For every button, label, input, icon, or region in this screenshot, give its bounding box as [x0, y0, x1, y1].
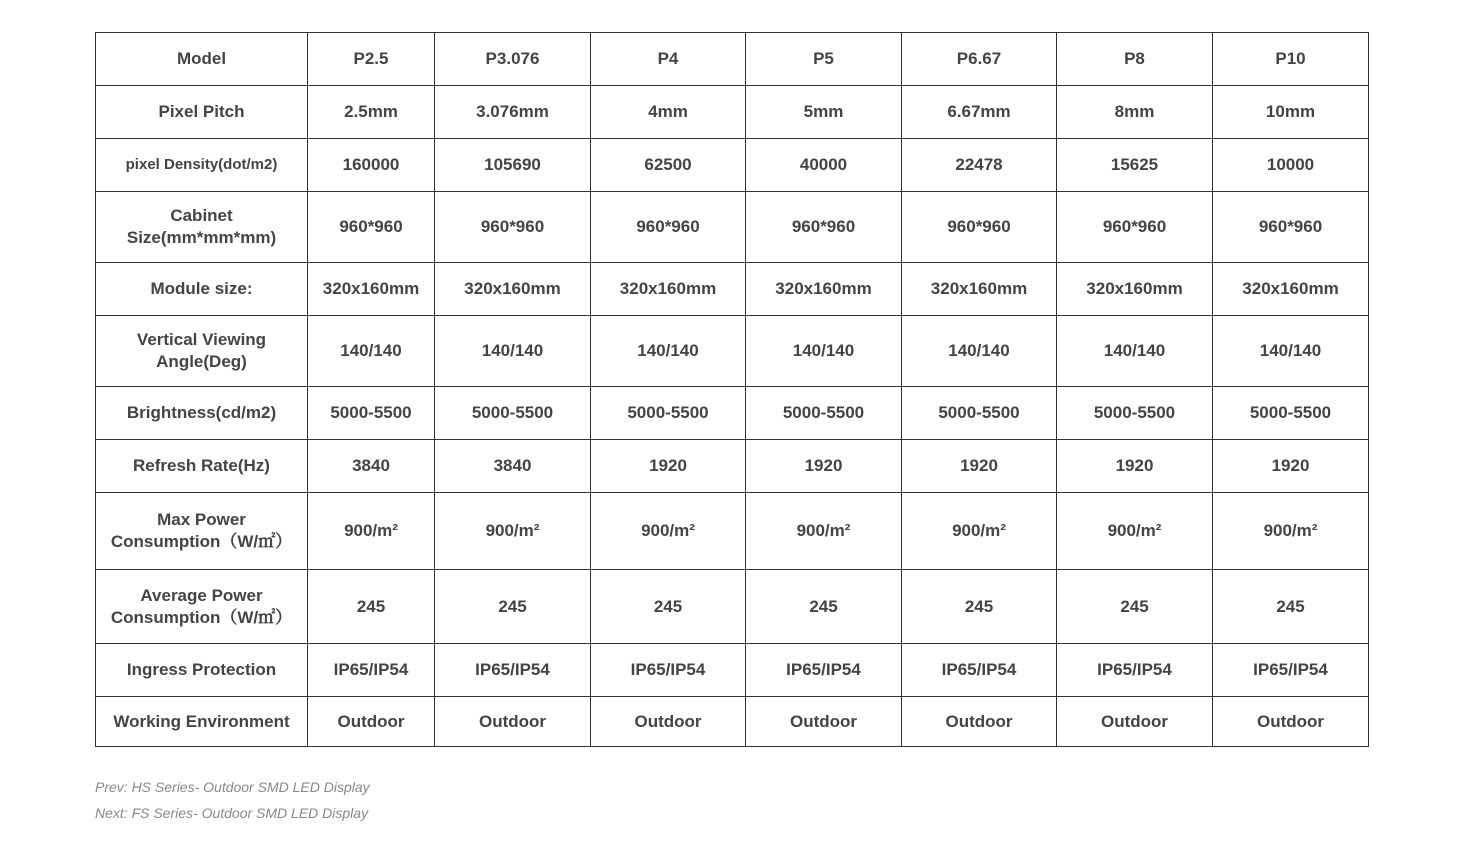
table-cell: IP65/IP54 — [591, 644, 746, 697]
table-row — [96, 263, 1369, 316]
table-row — [96, 697, 1369, 747]
table-cell: 245 — [1213, 570, 1369, 644]
table-cell: 62500 — [591, 139, 746, 192]
table-cell: P10 — [1213, 33, 1369, 86]
table-cell: 5mm — [746, 86, 902, 139]
next-post-link[interactable]: Next: FS Series- Outdoor SMD LED Display — [95, 805, 369, 821]
table-cell: 160000 — [308, 139, 435, 192]
table-row — [96, 493, 1369, 570]
table-cell: IP65/IP54 — [1213, 644, 1369, 697]
table-cell: Outdoor — [591, 697, 746, 747]
table-cell: 245 — [902, 570, 1057, 644]
table-cell: 140/140 — [1057, 316, 1213, 387]
row-label: Vertical Viewing Angle(Deg) — [96, 316, 308, 387]
table-cell: P3.076 — [435, 33, 591, 86]
table-cell: 320x160mm — [1213, 263, 1369, 316]
table-cell: 15625 — [1057, 139, 1213, 192]
table-cell: Outdoor — [902, 697, 1057, 747]
table-cell: 245 — [435, 570, 591, 644]
table-cell: 960*960 — [591, 192, 746, 263]
table-cell: 320x160mm — [746, 263, 902, 316]
row-label: Model — [96, 33, 308, 86]
table-row — [96, 192, 1369, 263]
row-label: Pixel Pitch — [96, 86, 308, 139]
table-cell: 960*960 — [1213, 192, 1369, 263]
table-cell: 3.076mm — [435, 86, 591, 139]
table-row — [96, 316, 1369, 387]
table-cell: IP65/IP54 — [435, 644, 591, 697]
table-cell: 245 — [1057, 570, 1213, 644]
table-cell: 320x160mm — [591, 263, 746, 316]
row-label: Working Environment — [96, 697, 308, 747]
table-cell: 1920 — [746, 440, 902, 493]
table-cell: 1920 — [591, 440, 746, 493]
table-row — [96, 387, 1369, 440]
prev-post-link[interactable]: Prev: HS Series- Outdoor SMD LED Display — [95, 779, 370, 795]
table-cell: 105690 — [435, 139, 591, 192]
table-cell: 5000-5500 — [591, 387, 746, 440]
table-row — [96, 86, 1369, 139]
table-cell: 10mm — [1213, 86, 1369, 139]
table-cell: 245 — [308, 570, 435, 644]
row-label: Cabinet Size(mm*mm*mm) — [96, 192, 308, 263]
table-cell: 22478 — [902, 139, 1057, 192]
table-cell: 40000 — [746, 139, 902, 192]
table-cell: 900/m² — [1213, 493, 1369, 570]
table-cell: 320x160mm — [902, 263, 1057, 316]
row-label: pixel Density(dot/m2) — [96, 139, 308, 192]
table-cell: 140/140 — [308, 316, 435, 387]
row-label: Max Power Consumption（W/㎡） — [96, 493, 308, 570]
table-cell: 5000-5500 — [746, 387, 902, 440]
table-cell: 10000 — [1213, 139, 1369, 192]
row-label: Average Power Consumption（W/㎡） — [96, 570, 308, 644]
table-row — [96, 139, 1369, 192]
table-cell: Outdoor — [308, 697, 435, 747]
post-navigation — [95, 774, 370, 826]
table-cell: 5000-5500 — [435, 387, 591, 440]
table-cell: P5 — [746, 33, 902, 86]
table-cell: P8 — [1057, 33, 1213, 86]
table-cell: Outdoor — [1213, 697, 1369, 747]
table-cell: 320x160mm — [435, 263, 591, 316]
table-cell: 900/m² — [1057, 493, 1213, 570]
row-label: Module size: — [96, 263, 308, 316]
table-cell: 900/m² — [308, 493, 435, 570]
table-cell: 140/140 — [902, 316, 1057, 387]
table-cell: IP65/IP54 — [308, 644, 435, 697]
row-label: Brightness(cd/m2) — [96, 387, 308, 440]
table-row — [96, 570, 1369, 644]
table-cell: 140/140 — [591, 316, 746, 387]
table-cell: 6.67mm — [902, 86, 1057, 139]
row-label: Refresh Rate(Hz) — [96, 440, 308, 493]
table-row — [96, 33, 1369, 86]
table-cell: 5000-5500 — [1057, 387, 1213, 440]
table-cell: 1920 — [902, 440, 1057, 493]
table-cell: 140/140 — [746, 316, 902, 387]
table-cell: 5000-5500 — [308, 387, 435, 440]
spec-table-body — [96, 33, 1369, 747]
table-cell: 140/140 — [1213, 316, 1369, 387]
table-cell: 3840 — [435, 440, 591, 493]
spec-table — [95, 32, 1369, 747]
table-cell: 5000-5500 — [1213, 387, 1369, 440]
table-cell: 245 — [746, 570, 902, 644]
table-cell: IP65/IP54 — [1057, 644, 1213, 697]
table-cell: Outdoor — [435, 697, 591, 747]
table-cell: 900/m² — [746, 493, 902, 570]
table-cell: 900/m² — [902, 493, 1057, 570]
table-cell: 320x160mm — [1057, 263, 1213, 316]
table-cell: P6.67 — [902, 33, 1057, 86]
table-cell: P4 — [591, 33, 746, 86]
table-cell: 140/140 — [435, 316, 591, 387]
table-cell: 960*960 — [435, 192, 591, 263]
table-cell: 2.5mm — [308, 86, 435, 139]
table-cell: 960*960 — [1057, 192, 1213, 263]
table-row — [96, 440, 1369, 493]
table-row — [96, 644, 1369, 697]
table-cell: IP65/IP54 — [746, 644, 902, 697]
table-cell: 960*960 — [902, 192, 1057, 263]
table-cell: 900/m² — [591, 493, 746, 570]
table-cell: 8mm — [1057, 86, 1213, 139]
table-cell: 4mm — [591, 86, 746, 139]
table-cell: IP65/IP54 — [902, 644, 1057, 697]
table-cell: 1920 — [1213, 440, 1369, 493]
table-cell: 960*960 — [308, 192, 435, 263]
table-cell: 960*960 — [746, 192, 902, 263]
table-cell: 245 — [591, 570, 746, 644]
table-cell: Outdoor — [1057, 697, 1213, 747]
table-cell: 3840 — [308, 440, 435, 493]
table-cell: P2.5 — [308, 33, 435, 86]
table-cell: Outdoor — [746, 697, 902, 747]
table-cell: 1920 — [1057, 440, 1213, 493]
table-cell: 5000-5500 — [902, 387, 1057, 440]
row-label: Ingress Protection — [96, 644, 308, 697]
table-cell: 900/m² — [435, 493, 591, 570]
table-cell: 320x160mm — [308, 263, 435, 316]
